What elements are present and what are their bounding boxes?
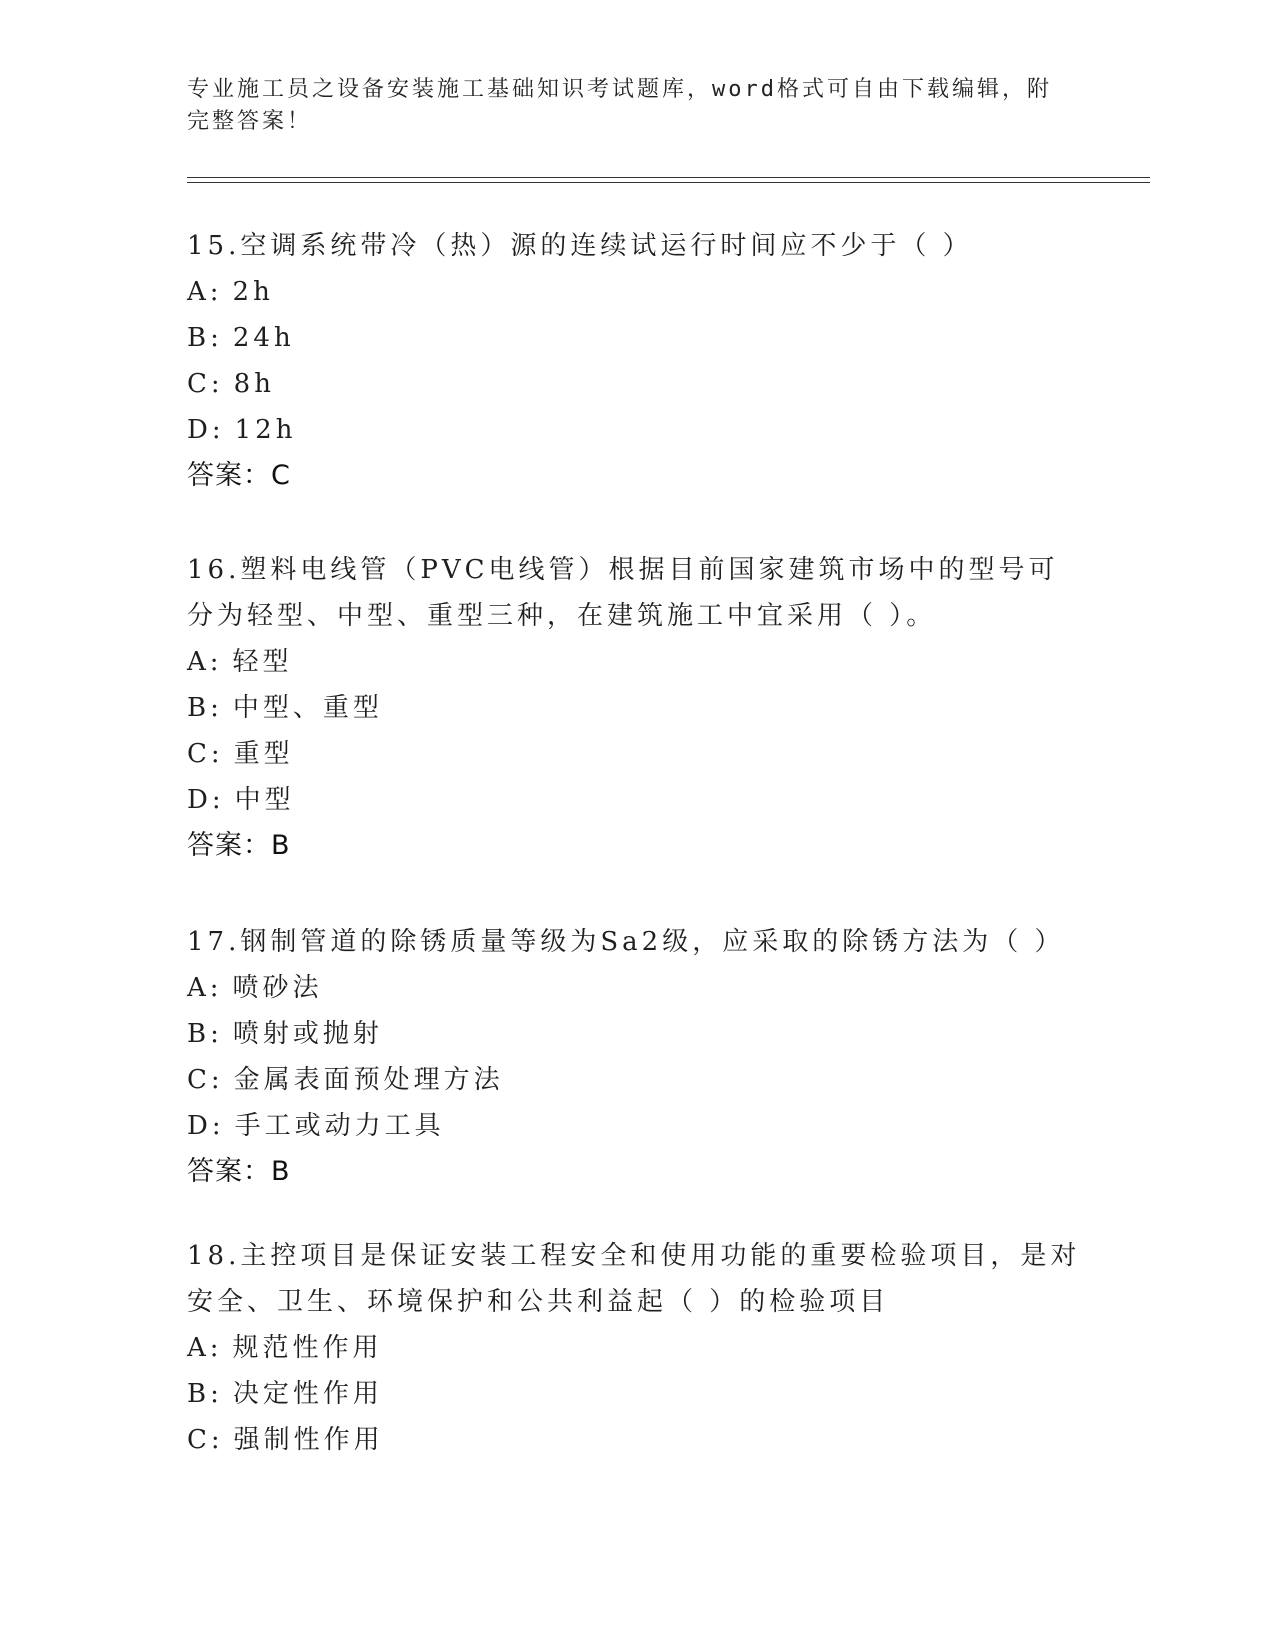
option-text: 手工或动力工具	[234, 1111, 445, 1141]
option-separator: :	[209, 647, 223, 677]
answer-line: 答案：B	[187, 1156, 291, 1187]
question-stem: 17.钢制管道的除锈质量等级为Sa2级，应采取的除锈方法为（ ）	[187, 927, 1065, 957]
option-c	[187, 1057, 1087, 1103]
option-text: 喷射或抛射	[232, 1019, 383, 1049]
option-letter: D	[187, 1111, 212, 1141]
option-b	[187, 1371, 1087, 1417]
option-letter: A	[187, 277, 210, 307]
option-a	[187, 1325, 1087, 1371]
option-separator: :	[209, 973, 223, 1003]
option-text: 12h	[234, 415, 297, 445]
option-text: 金属表面预处理方法	[233, 1065, 504, 1095]
option-separator: :	[210, 739, 224, 769]
option-letter: C	[187, 1065, 211, 1095]
option-d	[187, 1103, 1087, 1149]
answer-line: 答案：C	[187, 460, 291, 491]
option-c	[187, 731, 1087, 777]
option-letter: A	[187, 973, 210, 1003]
question-stem: 15.空调系统带冷（热）源的连续试运行时间应不少于（ ）	[187, 231, 973, 261]
option-text: 24h	[232, 323, 295, 353]
option-separator: :	[209, 277, 223, 307]
option-letter: A	[187, 647, 210, 677]
answer-line: 答案：B	[187, 830, 291, 861]
option-separator: :	[210, 323, 223, 353]
option-separator: :	[210, 1019, 223, 1049]
option-separator: :	[211, 1111, 225, 1141]
option-text: 规范性作用	[232, 1333, 383, 1363]
question-17	[187, 919, 1087, 1195]
option-a	[187, 965, 1087, 1011]
option-b	[187, 315, 1087, 361]
option-a	[187, 639, 1087, 685]
option-separator: :	[209, 1333, 223, 1363]
option-text: 喷砂法	[232, 973, 323, 1003]
option-text: 强制性作用	[233, 1425, 384, 1455]
option-separator: :	[210, 1379, 223, 1409]
option-b	[187, 685, 1087, 731]
option-letter: B	[187, 323, 211, 353]
option-letter: B	[187, 1019, 211, 1049]
option-d	[187, 777, 1087, 823]
option-separator: :	[211, 415, 225, 445]
option-a	[187, 269, 1087, 315]
option-separator: :	[210, 369, 224, 399]
option-text: 8h	[233, 369, 275, 399]
option-text: 中型	[234, 785, 295, 815]
document-intro: 专业施工员之设备安装施工基础知识考试题库，word格式可自由下载编辑，附完整答案！	[187, 77, 1052, 134]
option-c	[187, 361, 1087, 407]
option-letter: C	[187, 739, 211, 769]
option-text: 轻型	[232, 647, 293, 677]
question-stem: 16.塑料电线管（PVC电线管）根据目前国家建筑市场中的型号可分为轻型、中型、重型三种，在建筑施工中宜采用（ ）。	[187, 555, 1059, 631]
option-text: 重型	[233, 739, 294, 769]
option-b	[187, 1011, 1087, 1057]
option-text: 中型、重型	[232, 693, 383, 723]
option-letter: A	[187, 1333, 210, 1363]
option-letter: D	[187, 415, 212, 445]
question-18	[187, 1233, 1087, 1463]
option-separator: :	[210, 693, 223, 723]
option-letter: B	[187, 1379, 211, 1409]
header-divider-bottom	[187, 182, 1150, 183]
option-text: 2h	[232, 277, 274, 307]
question-16	[187, 547, 1087, 869]
question-15	[187, 223, 1087, 499]
option-separator: :	[210, 1065, 224, 1095]
option-d	[187, 407, 1087, 453]
option-letter: C	[187, 1425, 211, 1455]
option-letter: B	[187, 693, 211, 723]
question-stem: 18.主控项目是保证安装工程安全和使用功能的重要检验项目，是对安全、卫生、环境保护和公共利益起（ ）的检验项目	[187, 1241, 1081, 1317]
header-divider-top	[187, 177, 1150, 178]
option-letter: D	[187, 785, 212, 815]
option-letter: C	[187, 369, 211, 399]
option-separator: :	[210, 1425, 224, 1455]
option-separator: :	[211, 785, 225, 815]
option-c	[187, 1417, 1087, 1463]
option-text: 决定性作用	[232, 1379, 383, 1409]
